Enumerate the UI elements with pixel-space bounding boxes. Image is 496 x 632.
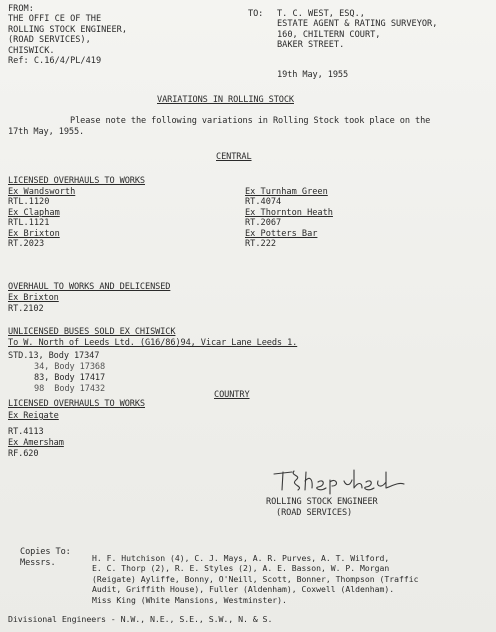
intro-line: Please note the following variations in Rolling Stock took place on the <box>70 116 431 126</box>
to-block <box>277 9 437 51</box>
to-line: 160, CHILTERN COURT, <box>277 29 381 40</box>
sold-line: 34, Body 17368 <box>34 362 106 372</box>
depot-name: Ex Turnham Green <box>245 187 328 197</box>
to-line: BAKER STREET. <box>277 40 345 51</box>
stock-number: RT.2067 <box>245 218 282 229</box>
stock-number: RTL.1120 <box>8 197 50 208</box>
handwritten-signature <box>270 466 410 496</box>
depot-name: Ex Brixton <box>8 293 59 303</box>
country-licensed-heading: LICENSED OVERHAULS TO WORKS <box>8 399 145 409</box>
sold-line: 98 Body 17432 <box>34 384 106 394</box>
signatory-title: (ROAD SERVICES) <box>276 508 353 518</box>
section-central: CENTRAL <box>216 152 252 162</box>
copies-line: (Reigate) Ayliffe, Bonny, O'Neill, Scott, Bonner, Thompson (Traffic <box>92 573 419 584</box>
depot-name: Ex Potters Bar <box>245 228 318 239</box>
copies-label: Copies To: <box>20 547 71 557</box>
signatory-title: ROLLING STOCK ENGINEER <box>266 497 378 507</box>
signature-scribble <box>270 466 410 496</box>
stock-number: RT.4113 <box>8 427 44 437</box>
intro-line: 17th May, 1955. <box>8 127 85 137</box>
to-label: TO: <box>248 9 264 19</box>
stock-number: RTL.1121 <box>8 218 50 229</box>
depot-name: Ex Thornton Heath <box>245 207 333 218</box>
to-line: ESTATE AGENT & RATING SURVEYOR, <box>277 19 438 30</box>
from-block <box>8 4 127 66</box>
sold-line: STD.13, Body 17347 <box>8 351 100 361</box>
divisional-engineers: Divisional Engineers - N.W., N.E., S.E., S.W., N. & S. <box>8 614 273 624</box>
stock-number: RT.222 <box>245 239 277 250</box>
from-line: THE OFFI CE OF THE <box>8 14 102 25</box>
to-line: T. C. WEST, ESQ., <box>277 9 365 19</box>
sold-line: 83, Body 17417 <box>34 373 106 383</box>
copies-line: Audit, Griffith House), Fuller (Aldenham), Coxwell (Aldenham). <box>92 584 395 595</box>
from-line: CHISWICK. <box>8 45 55 56</box>
copies-line: H. F. Hutchison (4), C. J. Mays, A. R. Purves, A. T. Wilford, <box>92 553 390 563</box>
depot-name: Ex Amersham <box>8 438 64 448</box>
central-right-column <box>245 187 333 249</box>
depot-name: Ex Reigate <box>8 411 59 421</box>
sold-heading: UNLICENSED BUSES SOLD EX CHISWICK <box>8 327 176 337</box>
copies-line: Miss King (White Mansions, Westminster). <box>92 594 287 605</box>
stock-number: RT.2102 <box>8 304 44 314</box>
section-country: COUNTRY <box>214 390 250 400</box>
memo-heading: VARIATIONS IN ROLLING STOCK <box>157 95 294 105</box>
from-line: (ROAD SERVICES), <box>8 35 91 46</box>
from-label: FROM: <box>8 4 34 14</box>
stock-number: RF.620 <box>8 449 39 459</box>
copies-list <box>92 553 418 605</box>
depot-name: Ex Brixton <box>8 228 60 239</box>
depot-name: Ex Clapham <box>8 207 60 218</box>
sold-to: To W. North of Leeds Ltd. (G16/86)94, Vicar Lane Leeds 1. <box>8 338 298 348</box>
stock-number: RT.4074 <box>245 197 282 208</box>
messrs-label: Messrs. <box>20 558 56 568</box>
delicensed-heading: OVERHAUL TO WORKS AND DELICENSED <box>8 282 171 292</box>
copies-line: E. C. Thorp (2), R. E. Styles (2), A. E. Basson, W. P. Morgan <box>92 563 390 574</box>
depot-name: Ex Wandsworth <box>8 187 76 197</box>
from-line: ROLLING STOCK ENGINEER, <box>8 24 127 35</box>
licensed-heading: LICENSED OVERHAULS TO WORKS <box>8 176 145 186</box>
reference: Ref: C.16/4/PL/419 <box>8 56 102 67</box>
stock-number: RT.2023 <box>8 239 45 250</box>
memo-date: 19th May, 1955 <box>277 70 349 80</box>
central-left-column <box>8 187 75 249</box>
